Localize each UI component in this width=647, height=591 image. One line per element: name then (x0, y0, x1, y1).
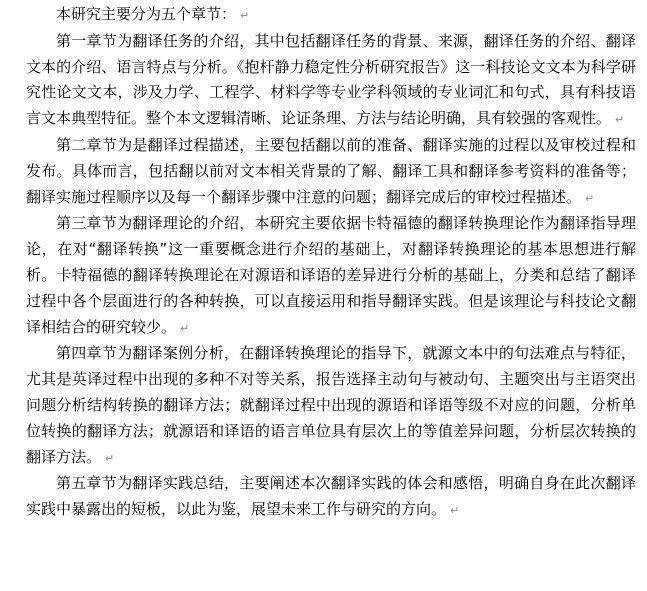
paragraph-chapter-3 (26, 211, 636, 341)
paragraph-text: 第四章节为翻译案例分析，在翻译转换理论的指导下，就源文本中的句法难点与特征，尤其是英译过程中出现的多种不对等关系，报告选择主动句与被动句、主题突出与主语突出问题分析结构转换的翻译方法；就翻译过程中出现的源语和译语等级不对应的问题，分析单位转换的翻译方法；就源语和译语的语言单位具有层次上的等值差异问题，分析层次转换的翻译方法。 (26, 344, 636, 466)
paragraph-mark-icon: ↵ (105, 451, 115, 465)
paragraph-chapter-4 (26, 341, 636, 471)
paragraph-intro (26, 2, 636, 29)
paragraph-mark-icon: ↵ (585, 191, 595, 205)
paragraph-text: 第一章节为翻译任务的介绍，其中包括翻译任务的背景、来源，翻译任务的介绍、翻译文本的介绍、语言特点与分析。《抱杆静力稳定性分析研究报告》这一科技论文文本为科学研究性论文文本，涉及力学、工程学、材料学等专业学科领域的专业词汇和句式，具有科技语言文本典型特征。整个本文逻辑清晰、论证条理、方法与结论明确，具有较强的客观性。 (26, 31, 636, 128)
paragraph-text: 第三章节为翻译理论的介绍，本研究主要依据卡特福德的翻译转换理论作为翻译指导理论，在对“翻译转换”这一重要概念进行介绍的基础上，对翻译转换理论的基本思想进行解析。卡特福德的翻译转换理论在对源语和译语的差异进行分析的基础上，分类和总结了翻译过程中各个层面进行的各种转换，可以直接运用和指导翻译实践。但是该理论与科技论文翻译相结合的研究较少。 (26, 214, 636, 336)
paragraph-mark-icon: ↵ (180, 321, 190, 335)
paragraph-text: 第五章节为翻译实践总结，主要阐述本次翻译实践的体会和感悟，明确自身在此次翻译实践中暴露出的短板，以此为鉴，展望未来工作与研究的方向。 (26, 474, 636, 519)
paragraph-mark-icon: ↵ (450, 504, 460, 518)
paragraph-text: 第二章节为是翻译过程描述，主要包括翻以前的准备、翻译实施的过程以及审校过程和发布。具体而言，包括翻以前对文本相关背景的了解、翻译工具和翻译参考资料的准备等；翻译实施过程顺序以及每一个翻译步骤中注意的问题；翻译完成后的审校过程描述。 (26, 135, 636, 206)
paragraph-mark-icon: ↵ (615, 113, 625, 127)
document-body (26, 2, 636, 524)
paragraph-chapter-2 (26, 133, 636, 211)
paragraph-chapter-5 (26, 471, 636, 524)
paragraph-chapter-1 (26, 29, 636, 133)
paragraph-text: 本研究主要分为五个章节： (56, 5, 237, 23)
paragraph-mark-icon: ↵ (240, 9, 250, 22)
